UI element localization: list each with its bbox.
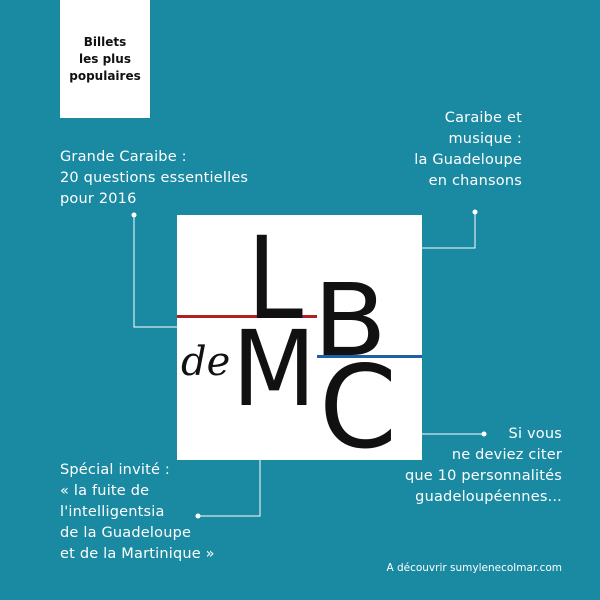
- label-line: Spécial invité :: [60, 462, 170, 478]
- connector-dot: [132, 213, 137, 218]
- lbdemc-logo: [177, 215, 422, 460]
- tag-line: populaires: [69, 69, 141, 83]
- logo-letter-c: C: [319, 341, 397, 460]
- label-line: Grande Caraibe :: [60, 149, 187, 165]
- logo-letter-m: M: [232, 308, 316, 430]
- label-line: de la Guadeloupe: [60, 525, 192, 541]
- label-line: Caraibe et: [444, 110, 522, 126]
- logo-graphic: [177, 215, 422, 460]
- label-line: l'intelligentsia: [60, 504, 165, 520]
- label-line: pour 2016: [60, 191, 137, 207]
- logo-letter-b: B: [313, 262, 387, 379]
- connector-dot: [482, 432, 487, 437]
- label-line: et de la Martinique »: [60, 546, 215, 562]
- label-line: « la fuite de: [60, 483, 150, 499]
- label-line: 20 questions essentielles: [60, 170, 249, 186]
- label-line: ne deviez citer: [451, 447, 562, 463]
- label-line: en chansons: [428, 173, 522, 189]
- tag-line: les plus: [79, 52, 131, 66]
- logo-letter-l: L: [247, 215, 303, 345]
- label-line: guadeloupéennes...: [415, 489, 562, 505]
- connector-dot: [196, 514, 201, 519]
- label-line: musique :: [448, 131, 522, 147]
- label-line: la Guadeloupe: [414, 152, 522, 168]
- connector-top-right: [422, 212, 475, 248]
- connector-top-left: [134, 215, 177, 327]
- footer-link[interactable]: A découvrir sumylenecolmar.com: [386, 562, 562, 574]
- logo-letters-de: de: [181, 339, 231, 385]
- connector-bottom-left: [198, 460, 260, 516]
- label-line: que 10 personnalités: [405, 468, 562, 484]
- tag-line: Billets: [83, 35, 127, 49]
- connector-dot: [473, 210, 478, 215]
- label-line: Si vous: [508, 426, 562, 442]
